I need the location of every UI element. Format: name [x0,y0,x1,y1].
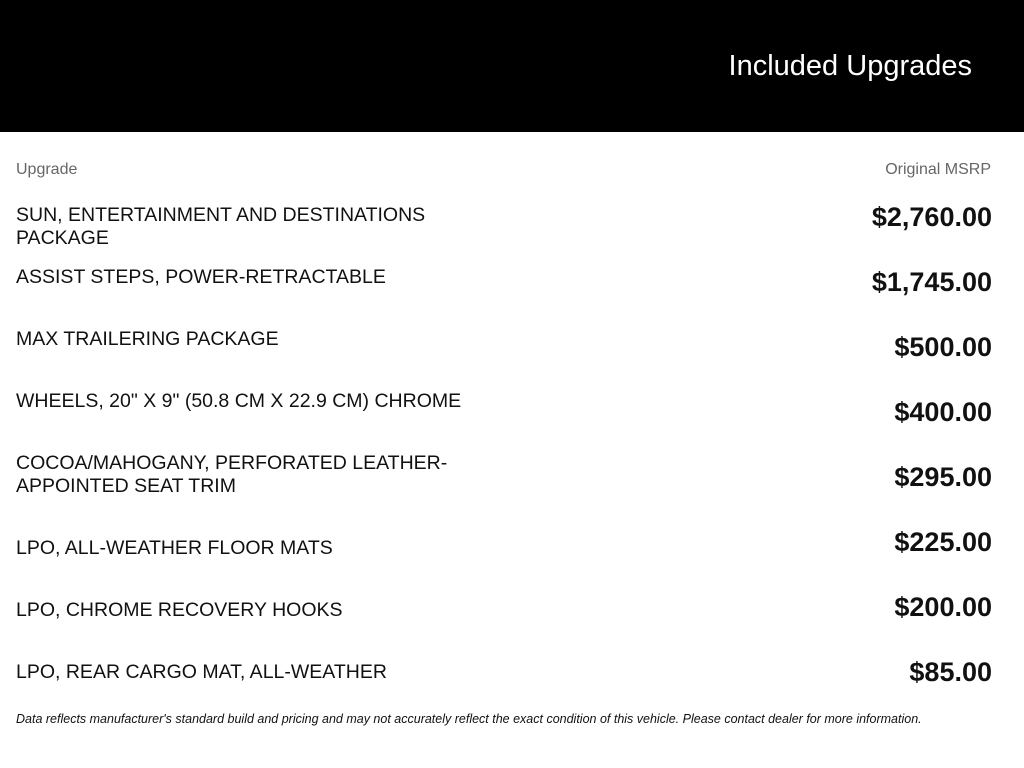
upgrade-name: SUN, ENTERTAINMENT AND DESTINATIONS PACKAGE [16,204,426,249]
upgrade-name: LPO, ALL-WEATHER FLOOR MATS [16,537,333,559]
upgrade-name: WHEELS, 20" X 9" (50.8 CM X 22.9 CM) CHROME [16,390,462,412]
disclaimer-note: Data reflects manufacturer's standard build and pricing and may not accurately reflect the exact condition of this vehicle. Please contact dealer for more information. [16,712,922,726]
upgrade-price: $500.00 [894,332,992,362]
upgrade-price: $1,745.00 [871,267,992,297]
upgrade-name: COCOA/MAHOGANY, PERFORATED LEATHER-APPOINTED SEAT TRIM [16,452,448,497]
upgrade-price: $85.00 [909,657,992,687]
upgrade-price: $225.00 [894,527,992,557]
upgrade-price: $400.00 [894,397,992,427]
column-header-upgrade: Upgrade [16,161,78,178]
upgrade-price: $200.00 [894,592,992,622]
upgrade-price: $2,760.00 [871,202,992,232]
header-bar [0,0,1024,132]
page-title: Included Upgrades [728,50,972,82]
upgrade-name: LPO, CHROME RECOVERY HOOKS [16,599,343,621]
upgrade-name: ASSIST STEPS, POWER-RETRACTABLE [16,266,386,288]
upgrade-price: $295.00 [894,462,992,492]
column-header-msrp: Original MSRP [885,161,991,178]
upgrade-name: MAX TRAILERING PACKAGE [16,328,279,350]
upgrade-name: LPO, REAR CARGO MAT, ALL-WEATHER [16,661,387,683]
